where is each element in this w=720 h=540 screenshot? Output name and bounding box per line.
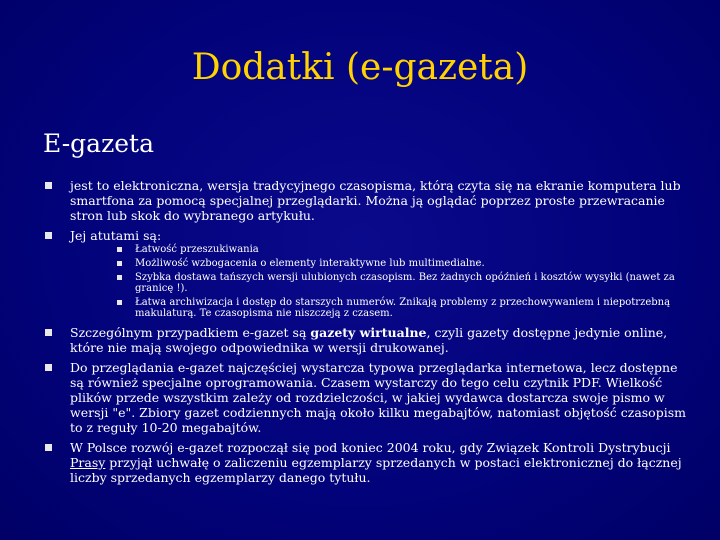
list-item-text: Szczególnym przypadkiem e-gazet są gazety wirtualne, czyli gazety dostępne jedynie online, które nie mają swojego odpowiednika w wersji drukowanej. [70, 325, 668, 355]
list-item [45, 325, 695, 355]
list-item-text: Jej atutami są: [70, 228, 162, 243]
list-item-text: W Polsce rozwój e-gazet rozpoczął się pod koniec 2004 roku, gdy Związek Kontroli Dystrybucji Prasy przyjął uchwałę o zaliczeniu egzemplarzy sprzedanych w postaci elektronicznej do łącznej liczby sprzedanych egzemplarzy danego tytułu. [70, 440, 682, 485]
slide-subtitle: E-gazeta [43, 129, 154, 158]
list-item-text: Do przeglądania e-gazet najczęściej wystarcza typowa przeglądarka internetowa, lecz dostępne są również specjalne oprogramowania. Czasem wystarczy do tego celu czytnik PDF. Wielkość plików przede wszystkim zależy od rozdzielczości, w jakiej wydawca dostarcza swoje pismo w wersji "e". Zbiory gazet codziennych mają około kilku megabajtów, natomiast objętość czasopism to z reguły 10-20 megabajtów. [70, 360, 686, 435]
square-bullet-icon [117, 247, 122, 252]
list-item [45, 360, 695, 435]
list-item [45, 178, 695, 223]
slide-title: Dodatki (e-gazeta) [191, 47, 529, 88]
underlined-text: Prasy [70, 455, 106, 470]
sub-list-item [117, 244, 697, 255]
square-bullet-icon [45, 232, 52, 239]
square-bullet-icon [117, 275, 122, 280]
list-item [45, 440, 695, 485]
square-bullet-icon [117, 261, 122, 266]
square-bullet-icon [45, 444, 52, 451]
sub-list-item [117, 272, 697, 294]
list-item-text: jest to elektroniczna, wersja tradycyjnego czasopisma, którą czyta się na ekranie komputera lub smartfona za pomocą specjalnej przeglądarki. Można ją oglądać poprzez proste przewracanie stron lub skok do wybranego artykułu. [70, 178, 681, 223]
sub-list-item-text: Łatwa archiwizacja i dostęp do starszych numerów. Znikają problemy z przechowywaniem i niepotrzebną makulaturą. Te czasopisma nie niszczeją z czasem. [135, 297, 671, 319]
sub-list-item-text: Łatwość przeszukiwania [135, 244, 259, 255]
square-bullet-icon [45, 182, 52, 189]
square-bullet-icon [45, 364, 52, 371]
sub-list-item-text: Szybka dostawa tańszych wersji ulubionych czasopism. Bez żadnych opóźnień i kosztów wysyłki (nawet za granicę !). [135, 272, 675, 294]
list-item [45, 228, 695, 243]
sub-list-item [117, 297, 697, 319]
sub-list-item-text: Możliwość wzbogacenia o elementy interaktywne lub multimedialne. [135, 258, 485, 269]
emphasis-text: gazety wirtualne [310, 325, 427, 340]
sub-list-item [117, 258, 697, 269]
square-bullet-icon [117, 300, 122, 305]
square-bullet-icon [45, 329, 52, 336]
